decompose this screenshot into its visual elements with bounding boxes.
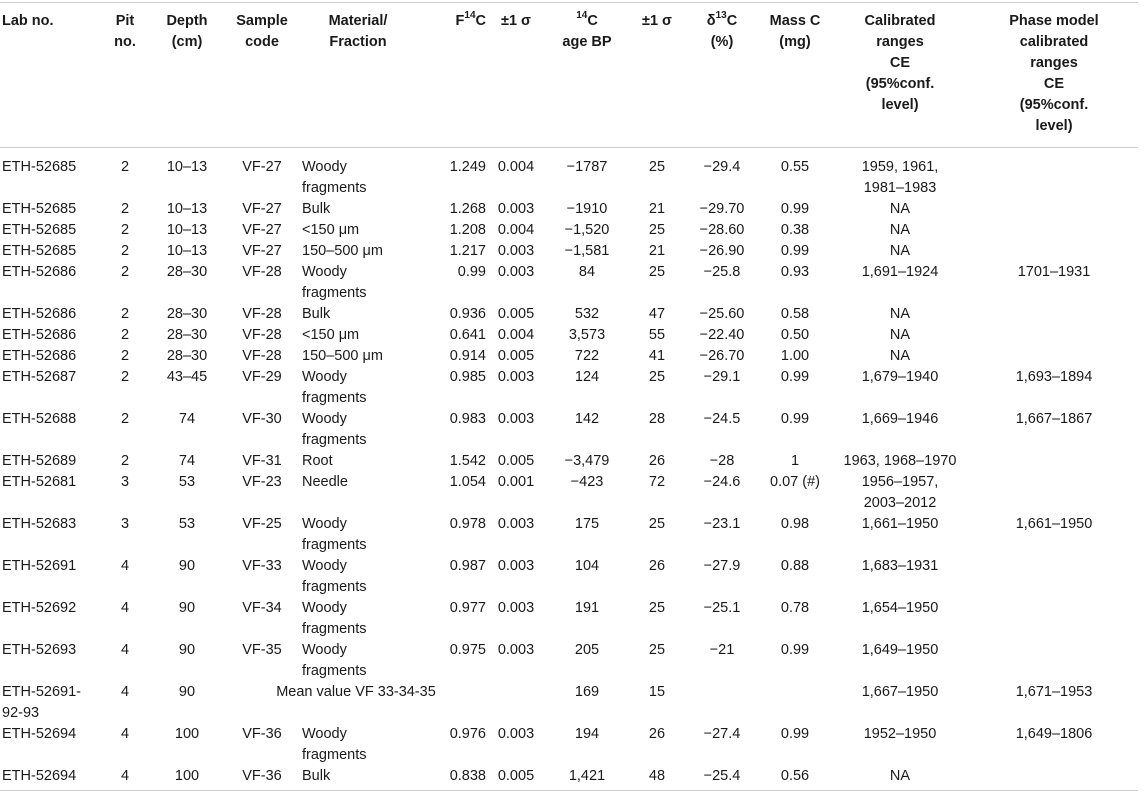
cell-sigma-2: 26 (648, 558, 666, 574)
cell-material: Woody fragments (302, 159, 367, 196)
cell-mass-c: 0.99 (780, 369, 810, 385)
cell-lab-no: ETH-52693 (2, 642, 77, 658)
cell-14c-age: −1787 (566, 159, 608, 175)
cell-depth: 53 (178, 474, 196, 490)
table-header (0, 3, 1138, 148)
cell-depth: 28–30 (166, 327, 208, 343)
table-row (0, 409, 1138, 451)
cell-depth: 100 (174, 768, 200, 784)
cell-phase-model: 1,671–1953 (1015, 684, 1093, 700)
header-sample-code: Sample code (236, 13, 288, 50)
cell-sample-code: VF-27 (242, 243, 282, 259)
cell-phase-model (970, 148, 1138, 200)
cell-pit-no: 4 (120, 684, 130, 700)
cell-lab-no: ETH-52688 (2, 411, 77, 427)
cell-sigma-1: 0.005 (497, 453, 535, 469)
cell-depth: 28–30 (166, 348, 208, 364)
table-row (0, 304, 1138, 325)
cell-f14c: 1.542 (449, 453, 486, 469)
cell-calibrated: NA (889, 327, 911, 343)
cell-depth: 43–45 (166, 369, 208, 385)
cell-material: Bulk (302, 201, 331, 217)
cell-phase-model (970, 241, 1138, 262)
cell-material: Woody fragments (302, 264, 367, 301)
cell-material: Bulk (302, 768, 331, 784)
cell-sigma-1: 0.003 (497, 642, 535, 658)
cell-mass-c: 0.38 (780, 222, 810, 238)
cell-pit-no: 2 (120, 222, 130, 238)
cell-f14c: 1.217 (449, 243, 486, 259)
table-row (0, 556, 1138, 598)
cell-phase-model (970, 304, 1138, 325)
cell-14c-age: −1,520 (564, 222, 610, 238)
cell-mass-c: 0.88 (780, 558, 810, 574)
cell-sigma-1: 0.003 (497, 201, 535, 217)
cell-calibrated: NA (889, 768, 911, 784)
cell-14c-age: 205 (574, 642, 600, 658)
cell-sample-code: VF-27 (242, 201, 282, 217)
cell-sigma-1: 0.003 (497, 516, 535, 532)
cell-d13c: −29.4 (703, 159, 741, 175)
cell-calibrated: 1,679–1940 (861, 369, 939, 385)
cell-pit-no: 4 (120, 726, 130, 742)
cell-d13c: −28.60 (699, 222, 745, 238)
cell-sigma-2: 25 (648, 516, 666, 532)
cell-14c-age: −423 (570, 474, 604, 490)
cell-14c-age: 84 (578, 264, 596, 280)
cell-depth: 90 (178, 558, 196, 574)
cell-mass-c: 0.93 (780, 264, 810, 280)
cell-material: Root (302, 453, 333, 469)
table-row (0, 148, 1138, 200)
cell-material: Woody fragments (302, 642, 367, 679)
cell-f14c: 1.054 (449, 474, 486, 490)
cell-f14c: 0.99 (457, 264, 486, 280)
cell-14c-age: 104 (574, 558, 600, 574)
cell-d13c: −25.8 (703, 264, 741, 280)
cell-sigma-1: 0.004 (497, 327, 535, 343)
header-sigma-1: ±1 σ (501, 13, 531, 29)
cell-mass-c: 0.99 (780, 243, 810, 259)
table-row (0, 262, 1138, 304)
cell-phase-model (970, 556, 1138, 598)
cell-sigma-2: 26 (648, 726, 666, 742)
cell-14c-age: −1910 (566, 201, 608, 217)
cell-sample-code: VF-25 (242, 516, 282, 532)
cell-sigma-2: 21 (648, 201, 666, 217)
header-mass-c: Mass C (mg) (769, 13, 821, 50)
header-lab-no: Lab no. (2, 13, 54, 29)
cell-mass-c: 0.99 (780, 411, 810, 427)
cell-material: Woody fragments (302, 558, 367, 595)
cell-lab-no: ETH-52683 (2, 516, 77, 532)
cell-calibrated: 1,669–1946 (861, 411, 939, 427)
cell-depth: 74 (178, 453, 196, 469)
cell-f14c: 1.249 (449, 159, 486, 175)
cell-calibrated: 1956–1957, 2003–2012 (861, 474, 939, 511)
cell-phase-model (970, 598, 1138, 640)
cell-pit-no: 2 (120, 369, 130, 385)
header-pit-no: Pit no. (114, 13, 136, 50)
cell-calibrated: NA (889, 243, 911, 259)
cell-sigma-2: 25 (648, 159, 666, 175)
cell-f14c: 0.985 (449, 369, 486, 385)
cell-14c-age: 3,573 (568, 327, 606, 343)
cell-depth: 10–13 (166, 222, 208, 238)
cell-phase-model: 1,661–1950 (1015, 516, 1093, 532)
cell-pit-no: 2 (120, 327, 130, 343)
cell-material: Woody fragments (302, 726, 367, 763)
header-material: Material/ Fraction (328, 13, 388, 50)
cell-material: <150 μm (302, 327, 360, 343)
table-row (0, 199, 1138, 220)
cell-14c-age: 142 (574, 411, 600, 427)
cell-sigma-2: 25 (648, 369, 666, 385)
cell-mean-value: Mean value VF 33-34-35 (276, 684, 436, 700)
cell-calibrated: 1963, 1968–1970 (843, 453, 957, 469)
header-14c-age: $^{14}$C age BP (562, 10, 612, 50)
cell-f14c: 0.978 (449, 516, 486, 532)
cell-sigma-1: 0.003 (497, 600, 535, 616)
cell-sigma-1: 0.005 (497, 306, 535, 322)
cell-depth: 74 (178, 411, 196, 427)
cell-sigma-1 (488, 682, 544, 724)
cell-d13c: −24.5 (703, 411, 741, 427)
cell-14c-age: 1,421 (568, 768, 606, 784)
cell-lab-no: ETH-52685 (2, 222, 77, 238)
table-body (0, 148, 1138, 791)
cell-mass-c: 0.55 (780, 159, 810, 175)
cell-mass-c: 0.56 (780, 768, 810, 784)
cell-14c-age: −3,479 (564, 453, 610, 469)
cell-pit-no: 4 (120, 600, 130, 616)
cell-pit-no: 2 (120, 453, 130, 469)
cell-calibrated: 1,667–1950 (861, 684, 939, 700)
cell-lab-no: ETH-52689 (2, 453, 77, 469)
cell-sigma-2: 26 (648, 453, 666, 469)
cell-depth: 90 (178, 600, 196, 616)
cell-14c-age: 194 (574, 726, 600, 742)
cell-depth: 28–30 (166, 306, 208, 322)
cell-sigma-2: 25 (648, 600, 666, 616)
cell-sigma-1: 0.003 (497, 411, 535, 427)
table-row (0, 346, 1138, 367)
cell-sigma-2: 25 (648, 642, 666, 658)
cell-calibrated: 1,649–1950 (861, 642, 939, 658)
cell-sigma-1: 0.001 (497, 474, 535, 490)
cell-calibrated: 1,661–1950 (861, 516, 939, 532)
cell-sample-code: VF-29 (242, 369, 282, 385)
cell-14c-age: 532 (574, 306, 600, 322)
cell-depth: 53 (178, 516, 196, 532)
cell-lab-no: ETH-52686 (2, 264, 77, 280)
cell-sigma-2: 28 (648, 411, 666, 427)
cell-14c-age: 124 (574, 369, 600, 385)
table-row (0, 682, 1138, 724)
cell-sigma-1: 0.005 (497, 348, 535, 364)
header-sigma-2: ±1 σ (642, 13, 672, 29)
cell-sigma-1: 0.004 (497, 222, 535, 238)
cell-f14c: 0.838 (449, 768, 486, 784)
cell-14c-age: −1,581 (564, 243, 610, 259)
cell-material: Needle (302, 474, 348, 490)
cell-lab-no: ETH-52686 (2, 327, 77, 343)
cell-f14c: 0.983 (449, 411, 486, 427)
cell-sample-code: VF-28 (242, 264, 282, 280)
cell-sample-code: VF-28 (242, 327, 282, 343)
cell-f14c: 0.976 (449, 726, 486, 742)
table-row (0, 640, 1138, 682)
cell-depth: 10–13 (166, 159, 208, 175)
cell-mass-c: 0.99 (780, 642, 810, 658)
cell-phase-model (970, 325, 1138, 346)
cell-f14c: 0.987 (449, 558, 486, 574)
cell-sigma-1: 0.003 (497, 726, 535, 742)
cell-14c-age: 175 (574, 516, 600, 532)
cell-f14c: 0.914 (449, 348, 486, 364)
cell-calibrated: NA (889, 348, 911, 364)
cell-d13c: −23.1 (703, 516, 741, 532)
cell-sample-code: VF-35 (242, 642, 282, 658)
cell-calibrated: 1,691–1924 (861, 264, 939, 280)
cell-depth: 10–13 (166, 201, 208, 217)
cell-lab-no: ETH-52685 (2, 201, 77, 217)
cell-sigma-2: 55 (648, 327, 666, 343)
cell-d13c: −24.6 (703, 474, 741, 490)
cell-calibrated: 1,654–1950 (861, 600, 939, 616)
cell-d13c: −21 (709, 642, 735, 658)
cell-sigma-2: 48 (648, 768, 666, 784)
cell-mass-c (760, 682, 830, 724)
cell-lab-no: ETH-52686 (2, 348, 77, 364)
cell-f14c: 0.936 (449, 306, 486, 322)
cell-sample-code: VF-36 (242, 726, 282, 742)
cell-pit-no: 3 (120, 516, 130, 532)
cell-mass-c: 0.99 (780, 201, 810, 217)
cell-pit-no: 3 (120, 474, 130, 490)
cell-pit-no: 2 (120, 264, 130, 280)
cell-calibrated: 1952–1950 (863, 726, 937, 742)
cell-material: Woody fragments (302, 516, 367, 553)
cell-pit-no: 2 (120, 411, 130, 427)
table-row (0, 724, 1138, 766)
cell-f14c: 1.208 (449, 222, 486, 238)
cell-d13c: −25.1 (703, 600, 741, 616)
cell-pit-no: 2 (120, 306, 130, 322)
cell-sample-code: VF-33 (242, 558, 282, 574)
cell-pit-no: 2 (120, 201, 130, 217)
cell-sample-code: VF-31 (242, 453, 282, 469)
cell-d13c (684, 682, 760, 724)
cell-d13c: −29.1 (703, 369, 741, 385)
cell-sigma-1: 0.003 (497, 369, 535, 385)
cell-d13c: −27.4 (703, 726, 741, 742)
cell-sigma-2: 72 (648, 474, 666, 490)
cell-mass-c: 0.50 (780, 327, 810, 343)
cell-phase-model (970, 220, 1138, 241)
cell-mass-c: 1 (790, 453, 800, 469)
cell-lab-no: ETH-52694 (2, 768, 77, 784)
cell-14c-age: 191 (574, 600, 600, 616)
cell-calibrated: 1959, 1961, 1981–1983 (861, 159, 939, 196)
cell-depth: 100 (174, 726, 200, 742)
cell-pit-no: 4 (120, 642, 130, 658)
cell-phase-model (970, 451, 1138, 472)
cell-d13c: −27.9 (703, 558, 741, 574)
cell-f14c: 0.977 (449, 600, 486, 616)
cell-mass-c: 0.99 (780, 726, 810, 742)
cell-lab-no: ETH-52691 (2, 558, 77, 574)
cell-phase-model: 1701–1931 (1017, 264, 1091, 280)
cell-lab-no: ETH-52691- 92-93 (2, 684, 81, 721)
cell-pit-no: 4 (120, 768, 130, 784)
cell-phase-model (970, 199, 1138, 220)
radiocarbon-table (0, 2, 1138, 791)
cell-material: Woody fragments (302, 600, 367, 637)
table-row (0, 325, 1138, 346)
cell-material: Woody fragments (302, 411, 367, 448)
cell-sigma-1: 0.003 (497, 264, 535, 280)
header-d13c: $\delta^{13}C$ (%) (706, 10, 738, 50)
cell-d13c: −26.70 (699, 348, 745, 364)
cell-pit-no: 2 (120, 159, 130, 175)
cell-lab-no: ETH-52692 (2, 600, 77, 616)
cell-sigma-2: 47 (648, 306, 666, 322)
cell-calibrated: NA (889, 201, 911, 217)
cell-lab-no: ETH-52681 (2, 474, 77, 490)
table-row (0, 451, 1138, 472)
table-row (0, 766, 1138, 791)
cell-sample-code: VF-34 (242, 600, 282, 616)
cell-14c-age: 722 (574, 348, 600, 364)
cell-sample-code: VF-36 (242, 768, 282, 784)
header-depth: Depth (cm) (166, 13, 208, 50)
table-row (0, 241, 1138, 262)
table-row (0, 367, 1138, 409)
cell-d13c: −26.90 (699, 243, 745, 259)
cell-f14c: 0.641 (449, 327, 486, 343)
cell-d13c: −25.60 (699, 306, 745, 322)
cell-sample-code: VF-30 (242, 411, 282, 427)
cell-material: <150 μm (302, 222, 360, 238)
cell-pit-no: 4 (120, 558, 130, 574)
header-f14c: $F^{14}C$ (455, 10, 486, 29)
cell-pit-no: 2 (120, 243, 130, 259)
cell-sample-code: VF-27 (242, 222, 282, 238)
cell-d13c: −29.70 (699, 201, 745, 217)
cell-sample-code: VF-23 (242, 474, 282, 490)
cell-d13c: −28 (709, 453, 735, 469)
cell-sigma-1: 0.005 (497, 768, 535, 784)
table-row (0, 220, 1138, 241)
cell-calibrated: NA (889, 222, 911, 238)
cell-phase-model: 1,667–1867 (1015, 411, 1093, 427)
header-phase-model: Phase model calibrated ranges CE (95%conf. level) (1009, 13, 1099, 134)
cell-mass-c: 1.00 (780, 348, 810, 364)
cell-material: Woody fragments (302, 369, 367, 406)
table-row (0, 514, 1138, 556)
cell-depth: 10–13 (166, 243, 208, 259)
cell-depth: 90 (178, 642, 196, 658)
cell-lab-no: ETH-52685 (2, 159, 77, 175)
cell-sigma-1: 0.003 (497, 558, 535, 574)
cell-phase-model (970, 640, 1138, 682)
cell-sample-code: VF-27 (242, 159, 282, 175)
header-calibrated: Calibrated ranges CE (95%conf. level) (864, 13, 936, 113)
cell-phase-model (970, 766, 1138, 791)
cell-sigma-1: 0.003 (497, 243, 535, 259)
cell-d13c: −25.4 (703, 768, 741, 784)
cell-depth: 28–30 (166, 264, 208, 280)
cell-sigma-1: 0.004 (497, 159, 535, 175)
cell-phase-model: 1,693–1894 (1015, 369, 1093, 385)
cell-sigma-2: 41 (648, 348, 666, 364)
cell-sigma-2: 21 (648, 243, 666, 259)
cell-mass-c: 0.58 (780, 306, 810, 322)
cell-lab-no: ETH-52686 (2, 306, 77, 322)
cell-material: 150–500 μm (302, 243, 383, 259)
cell-phase-model: 1,649–1806 (1015, 726, 1093, 742)
cell-phase-model (970, 472, 1138, 514)
cell-14c-age: 169 (574, 684, 600, 700)
cell-pit-no: 2 (120, 348, 130, 364)
cell-lab-no: ETH-52687 (2, 369, 77, 385)
cell-f14c: 1.268 (449, 201, 486, 217)
table-row (0, 598, 1138, 640)
cell-mass-c: 0.07 (#) (770, 474, 820, 490)
cell-sample-code: VF-28 (242, 306, 282, 322)
cell-depth: 90 (178, 684, 196, 700)
cell-mass-c: 0.98 (780, 516, 810, 532)
cell-calibrated: 1,683–1931 (861, 558, 939, 574)
cell-material: Bulk (302, 306, 331, 322)
cell-sigma-2: 25 (648, 222, 666, 238)
cell-f14c: 0.975 (449, 642, 486, 658)
table-row (0, 472, 1138, 514)
cell-lab-no: ETH-52685 (2, 243, 77, 259)
cell-phase-model (970, 346, 1138, 367)
cell-sigma-2: 15 (648, 684, 666, 700)
cell-d13c: −22.40 (699, 327, 745, 343)
cell-sigma-2: 25 (648, 264, 666, 280)
cell-calibrated: NA (889, 306, 911, 322)
cell-sample-code: VF-28 (242, 348, 282, 364)
cell-lab-no: ETH-52694 (2, 726, 77, 742)
cell-material: 150–500 μm (302, 348, 383, 364)
cell-mass-c: 0.78 (780, 600, 810, 616)
